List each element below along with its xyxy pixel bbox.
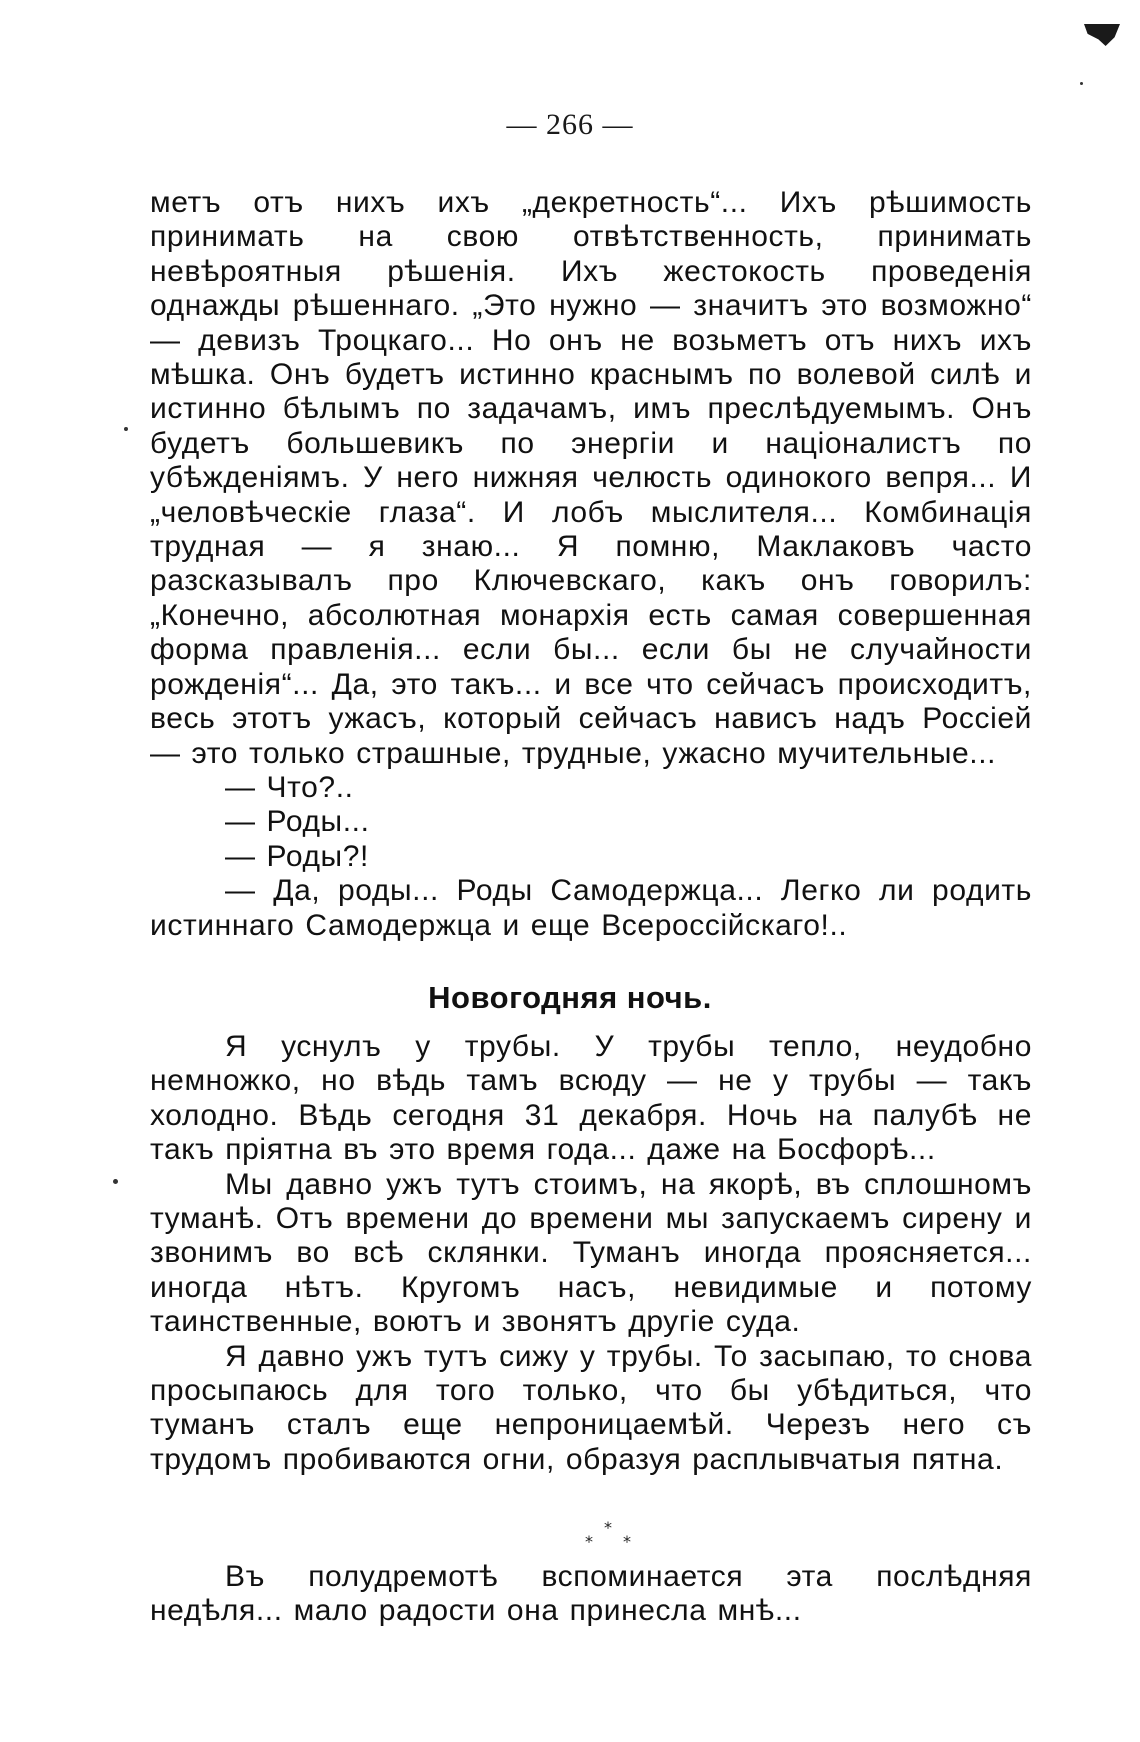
paragraph: Я давно ужъ тутъ сижу у трубы. То засыпаю, то снова просыпаюсь для того только, что бы убѣдиться, что туманъ сталъ еще непроницаемѣй. Черезъ него съ трудомъ пробиваются огни, образуя расплывчатыя пятна.	[150, 1339, 1032, 1476]
section-title: Новогодняя ночь.	[428, 980, 712, 1015]
ink-blot	[1084, 24, 1120, 46]
dialog-line: — Да, роды... Роды Самодержца... Легко ли родить истиннаго Самодержца и еще Всероссійскаго!..	[150, 874, 1032, 942]
asterisk-glyph: *	[585, 1532, 593, 1551]
dialog-line: — Роды...	[225, 805, 370, 839]
text-block-final	[150, 1560, 1032, 1629]
asterisk-glyph: *	[604, 1518, 612, 1537]
paragraph: метъ отъ нихъ ихъ „декретность“... Ихъ рѣшимость принимать на свою отвѣтственность, принимать невѣроятныя рѣшенія. Ихъ жестокость проведенія однажды рѣшеннаго. „Это нужно — значитъ это возможно“ — девизъ Троцкаго... Но онъ не возьметъ отъ нихъ ихъ мѣшка. Онъ будетъ истинно краснымъ по волевой силѣ и истинно бѣлымъ по задачамъ, имъ преслѣдуемымъ. Онъ будетъ большевикъ по энергіи и націоналистъ по убѣжденіямъ. У него нижняя челюсть одинокого вепря... И „человѣческіе глаза“. И лобъ мыслителя... Комбинація трудная — я знаю... Я помню, Маклаковъ часто разсказывалъ про Ключевскаго, какъ онъ говорилъ: „Конечно, абсолютная монархія есть самая совершенная форма правленія... если бы... если бы не случайности рожденія“... Да, это такъ... и все что сейчасъ происходитъ, весь этотъ ужасъ, который сейчасъ нависъ надъ Россіей — это только страшные, трудные, ужасно мучительные...	[150, 186, 1032, 770]
text-block-section	[150, 1030, 1032, 1477]
page-number: — 266 —	[506, 108, 634, 141]
asterisk-glyph: *	[623, 1532, 631, 1551]
dialog-line: — Роды?!	[225, 839, 369, 873]
text-block-continued	[150, 186, 1032, 943]
ink-speck	[113, 1179, 118, 1184]
asterism-separator	[585, 1518, 641, 1558]
paragraph: Въ полудремотѣ вспоминается эта послѣдняя недѣля... мало радости она принесла мнѣ...	[150, 1560, 1032, 1628]
ink-speck	[1080, 82, 1083, 85]
paragraph: Мы давно ужъ тутъ стоимъ, на якорѣ, въ сплошномъ туманѣ. Отъ времени до времени мы запускаемъ сирену и звонимъ во всѣ склянки. Туманъ иногда проясняется... иногда нѣтъ. Кругомъ насъ, невидимые и потому таинственные, воютъ и звонятъ другіе суда.	[150, 1167, 1032, 1339]
dialog-line: — Что?..	[225, 770, 354, 804]
ink-speck	[124, 427, 128, 431]
paragraph: Я уснулъ у трубы. У трубы тепло, неудобно немножко, но вѣдь тамъ всюду — не у трубы — такъ холодно. Вѣдь сегодня 31 декабря. Ночь на палубѣ не такъ пріятна въ это время года... даже на Босфорѣ...	[150, 1030, 1032, 1167]
